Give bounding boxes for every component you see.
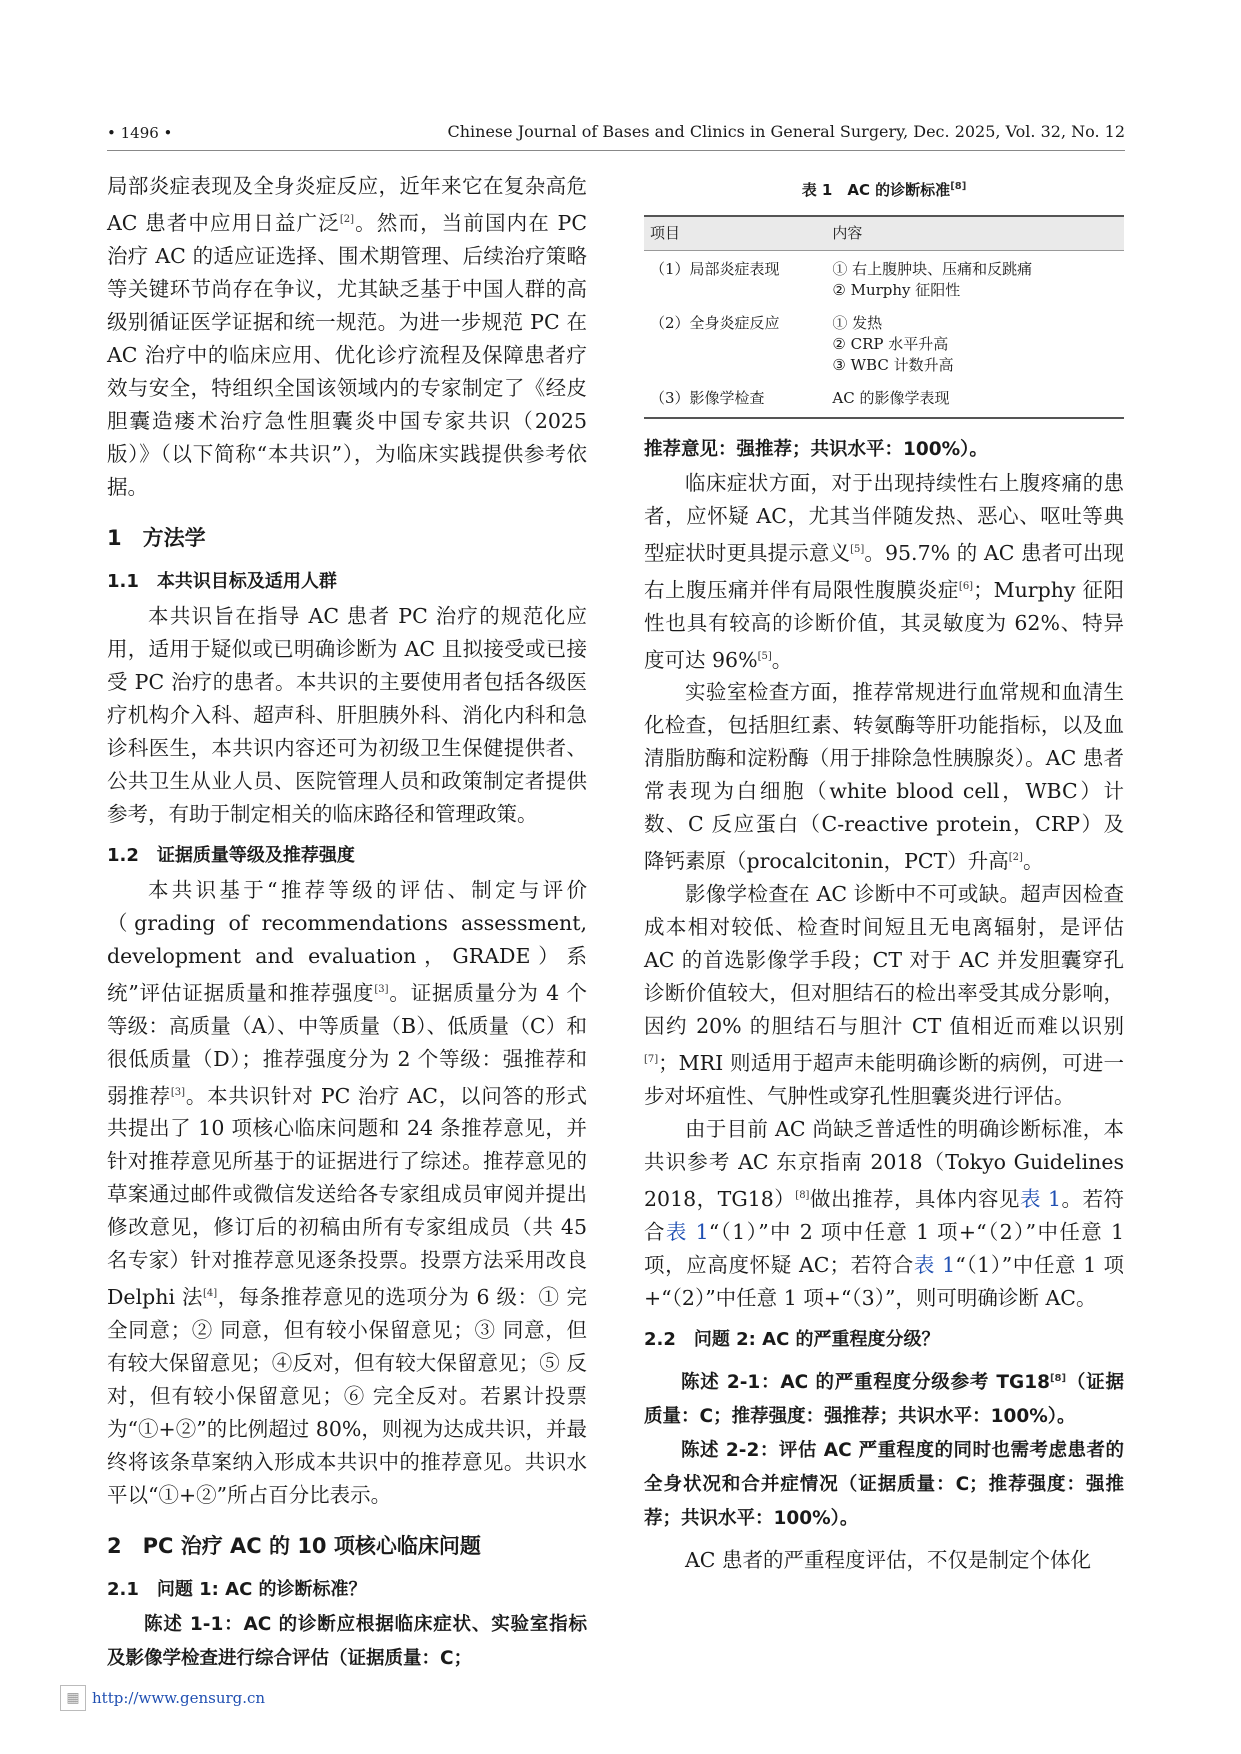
section-heading-methods: 1 方法学 <box>107 525 206 550</box>
citation[interactable]: [8] <box>795 1190 810 1202</box>
journal-url-link[interactable]: http://www.gensurg.cn <box>92 1689 266 1707</box>
paragraph-clinical-symptoms: 临床症状方面，对于出现持续性右上腹疼痛的患者，应怀疑 AC，尤其当伴随发热、恶心、呕吐等典型症状时更具提示意义[5]。95.7% 的 AC 患者可出现右上腹压痛并伴有局限性腹膜炎症[6]；Murphy 征阳性也具有较高的诊断价值，其灵敏度为 62%、特异度可达 96%[5]。 <box>644 471 1124 672</box>
statement-2-2: 陈述 2-2：评估 AC 严重程度的同时也需考虑患者的全身状况和合并症情况（证据质量：C；推荐强度：强推荐；共识水平：100%）。 <box>644 1440 1124 1530</box>
left-column <box>107 170 587 1676</box>
footer <box>60 1685 265 1711</box>
citation[interactable]: [2] <box>1008 852 1023 864</box>
statement-1-1: 陈述 1-1：AC 的诊断应根据临床症状、实验室指标及影像学检查进行综合评估（证据质量：C； <box>107 1614 587 1670</box>
table-header-content: 内容 <box>826 216 1124 251</box>
section-heading-2: 2 PC 治疗 AC 的 10 项核心临床问题 <box>107 1534 481 1559</box>
statement-2-1: 陈述 2-1：AC 的严重程度分级参考 TG18[8]（证据质量：C；推荐强度：强推荐；共识水平：100%）。 <box>644 1372 1124 1428</box>
citation[interactable]: [2] <box>339 214 355 225</box>
paragraph-diagnostic-criteria: 由于目前 AC 尚缺乏普适性的明确诊断标准，本共识参考 AC 东京指南 2018（Tokyo Guidelines 2018，TG18）[8]做出推荐，具体内容见表 1。若符合表 1“（1）”中 2 项中任意 1 项+“（2）”中任意 1 项，应高度怀疑 AC；若符合表 1“（1）”中任意 1 项+“（2）”中任意 1 项+“（3）”，则可明确诊断 AC。 <box>644 1117 1125 1310</box>
right-column <box>644 170 1124 1577</box>
citation[interactable]: [5] <box>757 650 772 662</box>
table-row: （1）局部炎症表现 ① 右上腹肿块、压痛和反跳痛 ② Murphy 征阳性 <box>650 260 1033 299</box>
table-1-link[interactable]: 表 1 <box>913 1252 956 1277</box>
citation[interactable]: [8] <box>1049 1372 1067 1384</box>
citation[interactable]: [3] <box>374 983 389 995</box>
header-rule <box>107 150 1125 151</box>
table-row: （3）影像学检查 AC 的影像学表现 <box>644 380 1124 418</box>
citation[interactable]: [3] <box>170 1086 186 1098</box>
table-header-item: 项目 <box>644 216 826 251</box>
citation[interactable]: [6] <box>958 580 974 592</box>
subsection-heading-2-1: 2.1 问题 1: AC 的诊断标准？ <box>107 1579 367 1601</box>
paragraph-imaging: 影像学检查在 AC 诊断中不可或缺。超声因检查成本相对较低、检查时间短且无电离辐射，是评估 AC 的首选影像学手段；CT 对于 AC 并发胆囊穿孔诊断价值较大，但对胆结石的检出率受其成分影响，因约 20% 的胆结石与胆汁 CT 值相近而难以识别[7]；MRI 则适用于超声未能明确诊断的病例，可进一步对坏疽性、气肿性或穿孔性胆囊炎进行评估。 <box>644 882 1124 1109</box>
journal-logo-icon: ▦ <box>60 1685 86 1711</box>
page-number: • 1496 • <box>107 124 173 142</box>
table-1 <box>644 215 1124 419</box>
table-row: （2）全身炎症反应 ① 发热 ② CRP 水平升高 ③ WBC 计数升高 <box>650 314 954 374</box>
paragraph-intro: 局部炎症表现及全身炎症反应，近年来它在复杂高危 AC 患者中应用日益广泛[2]。然而，当前国内在 PC 治疗 AC 的适应证选择、围术期管理、后续治疗策略等关键环节尚存在争议，尤其缺乏基于中国人群的高级别循证医学证据和统一规范。为进一步规范 PC 在 AC 治疗中的临床应用、优化诊疗流程及保障患者疗效与安全，特组织全国该领域内的专家制定了《经皮胆囊造瘘术治疗急性胆囊炎中国专家共识（2025 版）》（以下简称“本共识”），为临床实践提供参考依据。 <box>107 174 587 499</box>
paragraph-1-2: 本共识基于“推荐等级的评估、制定与评价（grading of recommendations assessment, development and evaluation，GRADE）系统”评估证据质量和推荐强度[3]。证据质量分为 4 个等级：高质量（A）、中等质量（B）、低质量（C）和很低质量（D）；推荐强度分为 2 个等级：强推荐和弱推荐[3]。本共识针对 PC 治疗 AC，以问答的形式共提出了 10 项核心临床问题和 24 条推荐意见，并针对推荐意见所基于的证据进行了综述。推荐意见的草案通过邮件或微信发送给各专家组成员审阅并提出修改意见，修订后的初稿由所有专家组成员（共 45 名专家）针对推荐意见逐条投票。投票方法采用改良 Delphi 法[4]，每条推荐意见的选项分为 6 级：① 完全同意；② 同意，但有较小保留意见；③ 同意，但有较大保留意见；④反对，但有较大保留意见；⑤ 反对，但有较小保留意见；⑥ 完全反对。若累计投票为“①+②”的比例超过 80%，则视为达成共识，并最终将该条草案纳入形成本共识中的推荐意见。共识水平以“①+②”所占百分比表示。 <box>107 877 587 1508</box>
table-1-title: 表 1 AC 的诊断标准[8] <box>801 181 967 199</box>
subsection-heading-1-2: 1.2 证据质量等级及推荐强度 <box>107 844 355 866</box>
paragraph-1-1: 本共识旨在指导 AC 患者 PC 治疗的规范化应用，适用于疑似或已明确诊断为 AC 且拟接受或已接受 PC 治疗的患者。本共识的主要使用者包括各级医疗机构介入科、超声科、肝胆胰外科、消化内科和急诊科医生，本共识内容还可为初级卫生保健提供者、公共卫生从业人员、医院管理人员和政策制定者提供参考，有助于制定相关的临床路径和管理政策。 <box>107 603 587 826</box>
journal-header: Chinese Journal of Bases and Clinics in General Surgery, Dec. 2025, Vol. 32, No. 12 <box>447 122 1125 141</box>
statement-1-1-continued: 推荐意见：强推荐；共识水平：100%）。 <box>644 439 988 460</box>
table-1-link[interactable]: 表 1 <box>1019 1186 1062 1211</box>
citation[interactable]: [4] <box>203 1288 218 1300</box>
citation[interactable]: [5] <box>850 544 865 555</box>
subsection-heading-2-2: 2.2 问题 2: AC 的严重程度分级？ <box>644 1328 940 1350</box>
table-1-link[interactable]: 表 1 <box>665 1219 709 1244</box>
subsection-heading-1-1: 1.1 本共识目标及适用人群 <box>107 570 337 592</box>
paragraph-severity: AC 患者的严重程度评估，不仅是制定个体化 <box>685 1548 1092 1573</box>
paragraph-lab-tests: 实验室检查方面，推荐常规进行血常规和血清生化检查，包括胆红素、转氨酶等肝功能指标，以及血清脂肪酶和淀粉酶（用于排除急性胰腺炎）。AC 患者常表现为白细胞（white blood cell，WBC）计数、C 反应蛋白（C-reactive protein，CRP）及降钙素原（procalcitonin，PCT）升高[2]。 <box>644 680 1124 874</box>
citation[interactable]: [8] <box>950 181 967 192</box>
citation[interactable]: [7] <box>644 1054 659 1066</box>
